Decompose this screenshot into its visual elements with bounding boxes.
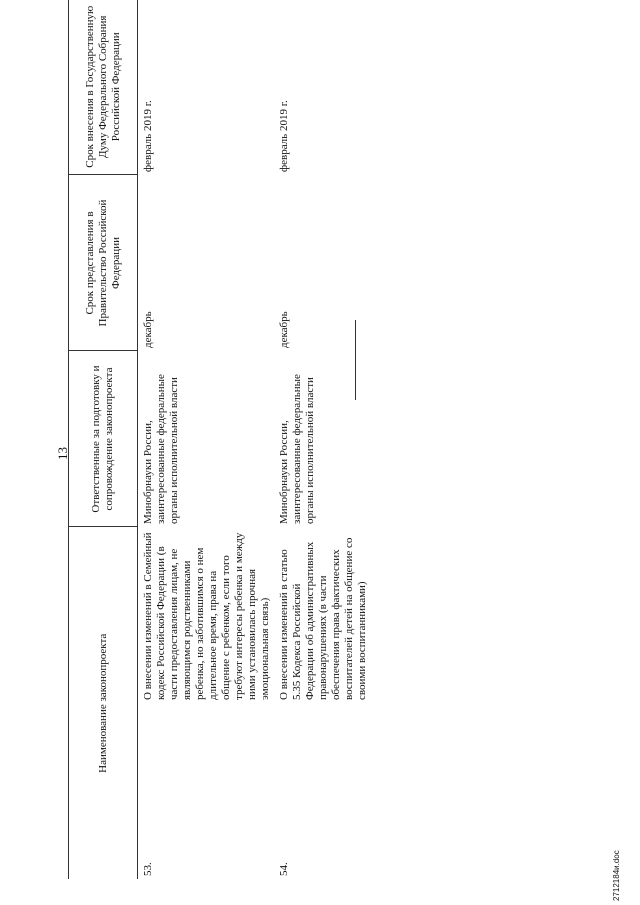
header-duma-deadline: Срок внесения в Государственную Думу Федерального Собрания Российской Федерации bbox=[69, 0, 138, 175]
bill-title: О внесении изменений в статью 5.35 Кодекса Российской Федерации об административных правонарушениях (в части обеспечения права фактических воспитателей детей на общение со своими воспитанниками) bbox=[278, 537, 368, 700]
responsible-main: Минобрнауки России, bbox=[142, 420, 154, 524]
document-code: 2712184и.doc bbox=[612, 850, 621, 901]
gov-deadline: декабрь bbox=[142, 311, 154, 348]
responsible-others: заинтересованные федеральные органы исполнительной власти bbox=[291, 374, 316, 524]
header-responsible: Ответственные за подготовку и сопровождение законопроекта bbox=[69, 351, 138, 527]
table-header-row bbox=[69, 0, 138, 879]
row-number: 53. bbox=[142, 862, 154, 876]
responsible-others: заинтересованные федеральные органы исполнительной власти bbox=[155, 374, 180, 524]
duma-deadline: февраль 2019 г. bbox=[142, 100, 154, 172]
responsible-main: Минобрнауки России, bbox=[278, 420, 290, 524]
header-gov-deadline: Срок представления в Правительство Российской Федерации bbox=[69, 175, 138, 351]
responsible-cell bbox=[274, 351, 371, 527]
header-name: Наименование законопроекта bbox=[69, 527, 138, 879]
end-divider-line bbox=[355, 320, 356, 400]
legislation-plan-table bbox=[68, 0, 371, 879]
row-number: 54. bbox=[278, 862, 290, 876]
document-page bbox=[50, 0, 640, 905]
page-number: 13 bbox=[55, 447, 70, 460]
table-row bbox=[138, 0, 275, 879]
responsible-cell bbox=[138, 351, 275, 527]
table-row bbox=[274, 0, 371, 879]
bill-title: О внесении изменений в Семейный кодекс Российской Федерации (в части предоставления лицам, не являющимся родственниками ребенка, но заботившимся о нем длительное время, права на общение с ребенком, если того требуют интересы ребенка и между ними установилась прочная эмоциональная связь) bbox=[142, 532, 271, 700]
duma-deadline: февраль 2019 г. bbox=[278, 100, 290, 172]
gov-deadline: декабрь bbox=[278, 311, 290, 348]
